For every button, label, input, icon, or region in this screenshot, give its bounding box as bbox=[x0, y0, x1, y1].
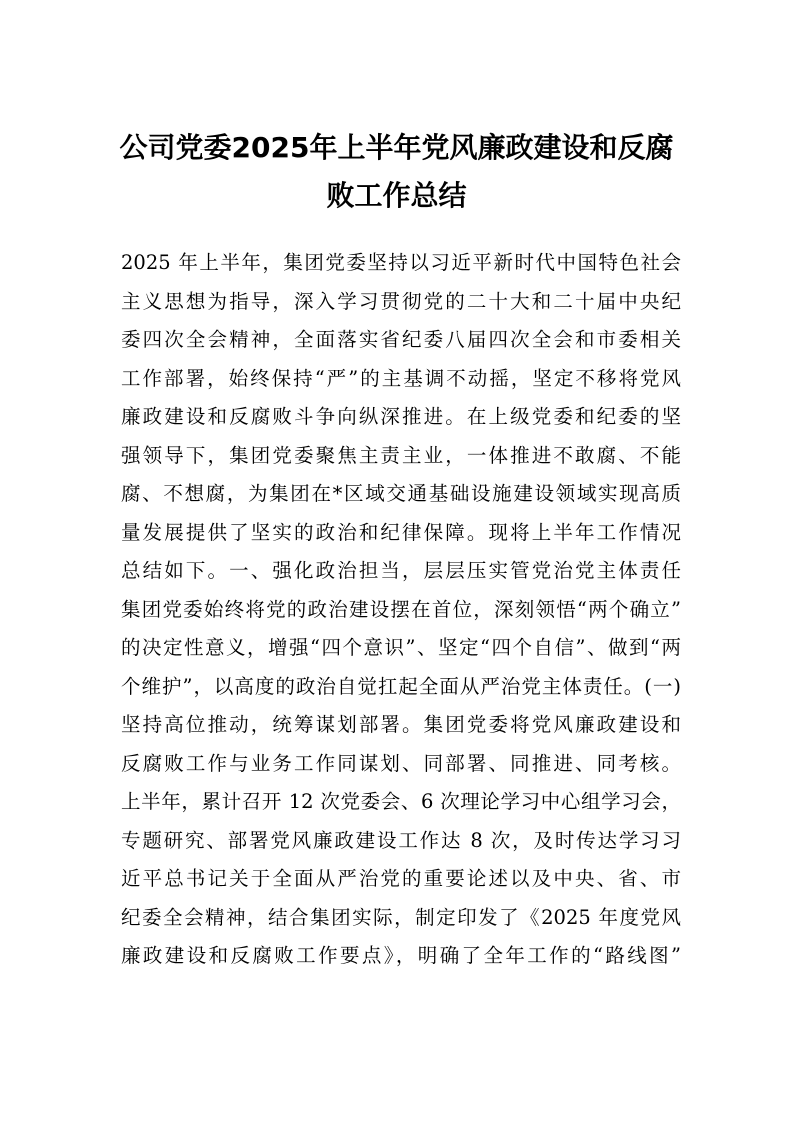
body-line: 上半年，累计召开 12 次党委会、6 次理论学习中心组学习会， bbox=[121, 790, 681, 813]
body-line: 强领导下，集团党委聚焦主责主业，一体推进不敢腐、不能 bbox=[121, 443, 681, 467]
body-line: 主义思想为指导，深入学习贯彻党的二十大和二十届中央纪 bbox=[121, 289, 681, 313]
body-line: 近平总书记关于全面从严治党的重要论述以及中央、省、市 bbox=[121, 867, 681, 890]
body-line: 坚持高位推动，统筹谋划部署。集团党委将党风廉政建设和 bbox=[121, 713, 681, 736]
body-line: 廉政建设和反腐败斗争向纵深推进。在上级党委和纪委的坚 bbox=[121, 405, 681, 428]
body-line: 反腐败工作与业务工作同谋划、同部署、同推进、同考核。 bbox=[121, 751, 681, 775]
body-line: 个维护”，以高度的政治自觉扛起全面从严治党主体责任。(一) bbox=[121, 674, 681, 698]
body-line: 总结如下。一、强化政治担当，层层压实管党治党主体责任 bbox=[121, 559, 681, 582]
body-line: 的决定性意义，增强“四个意识”、坚定“四个自信”、做到“两 bbox=[121, 636, 681, 659]
document-title: 公司党委2025年上半年党风廉政建设和反腐败工作总结 bbox=[119, 131, 674, 212]
body-line: 量发展提供了坚实的政治和纪律保障。现将上半年工作情况 bbox=[121, 520, 681, 544]
body-line: 腐、不想腐，为集团在*区域交通基础设施建设领域实现高质 bbox=[121, 482, 681, 505]
body-line: 专题研究、部署党风廉政建设工作达 8 次，及时传达学习习 bbox=[121, 828, 681, 852]
document-body bbox=[121, 244, 681, 976]
body-line: 廉政建设和反腐败工作要点》，明确了全年工作的“路线图” bbox=[121, 944, 681, 967]
body-line: 工作部署，始终保持“严”的主基调不动摇，坚定不移将党风 bbox=[121, 366, 681, 390]
body-line: 委四次全会精神，全面落实省纪委八届四次全会和市委相关 bbox=[121, 328, 681, 351]
body-line: 纪委全会精神，结合集团实际，制定印发了《2025 年度党风 bbox=[121, 905, 681, 929]
body-line: 2025 年上半年，集团党委坚持以习近平新时代中国特色社会 bbox=[121, 251, 681, 274]
body-line: 集团党委始终将党的政治建设摆在首位，深刻领悟“两个确立” bbox=[121, 597, 681, 621]
